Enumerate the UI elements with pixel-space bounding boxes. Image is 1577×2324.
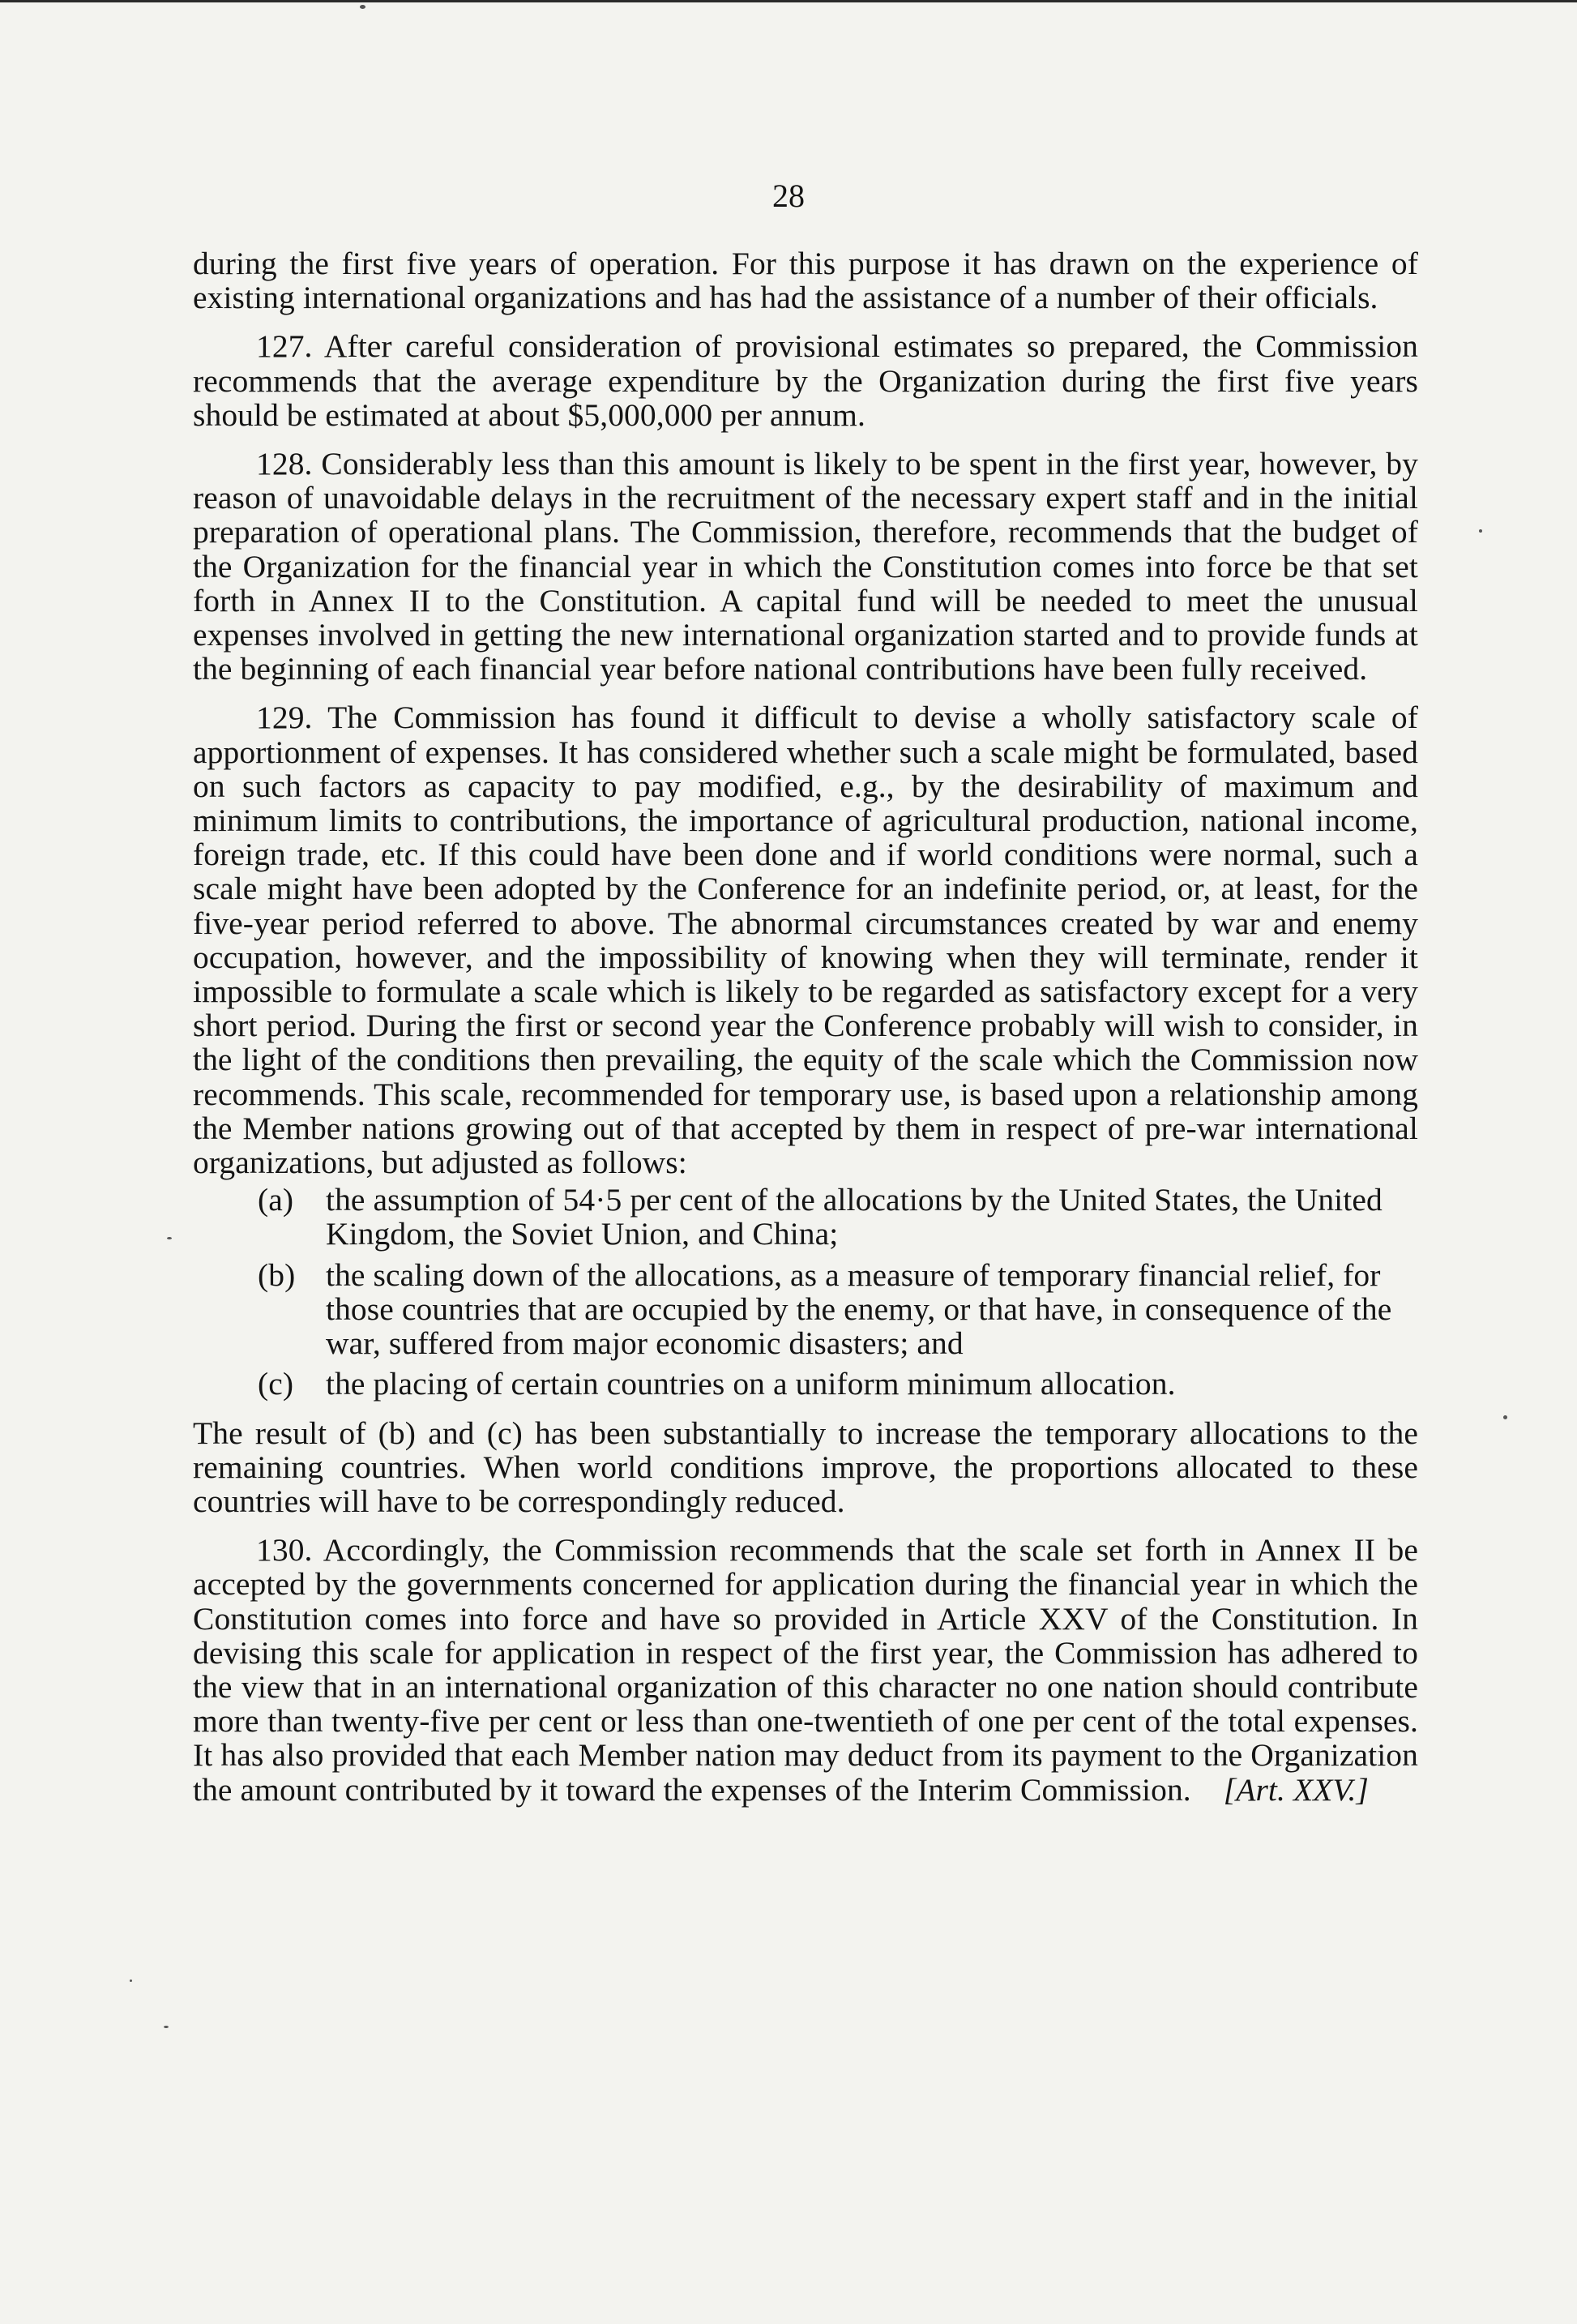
list-item-text: the assumption of 54·5 per cent of the allocations by the United States, the United Kingdom, the Soviet Union, and China; xyxy=(326,1182,1383,1252)
paragraph-129: 129. The Commission has found it difficult to devise a wholly satisfactory scale of apportionment of expenses. It has considered whether such a scale might be formulated, based on such factors as capacity to pay modified, e.g., by the desirability of maximum and minimum limits to contributions, the importance of agricultural production, national income, foreign trade, etc. If this could have been done and if world conditions were normal, such a scale might have been adopted by the Conference for an indefinite period, or, at least, for the five-year period referred to above. The abnormal circumstances created by war and enemy occupation, however, and the impossibility of knowing when they will terminate, render it impossible to formulate a scale which is likely to be regarded as satisfactory except for a very short period. During the first or second year the Conference probably will wish to consider, in the light of the conditions then prevailing, the equity of the scale which the Commission now recommends. This scale, recommended for temporary use, is based upon a relationship among the Member nations growing out of that accepted by them in respect of pre-war international organizations, but adjusted as follows: xyxy=(193,700,1418,1181)
paragraph-130-text: 130. Accordingly, the Commission recommends that the scale set forth in Annex II be accepted by the governments concerned for application during the financial year in which the Constitution comes into force and have so provided in Article XXV of the Constitution. In devising this scale for application in respect of the first year, the Commission has adhered to the view that in an international organization of this character no one nation should contribute more than twenty-five per cent or less than one-twentieth of one per cent of the total expenses. It has also provided that each Member nation may deduct from its payment to the Organization the amount contributed by it toward the expenses of the Interim Commission. xyxy=(193,1532,1418,1808)
page-number: 28 xyxy=(772,178,805,214)
list-marker: (b) xyxy=(258,1256,296,1293)
scan-speck xyxy=(1503,1415,1507,1419)
paragraph-127: 127. After careful consideration of provisional estimates so prepared, the Commission recommends that the average expenditure by the Organization during the first five years should be estimated at about $5,000,000 per annum. xyxy=(193,328,1418,433)
body-text xyxy=(193,246,1418,1821)
paragraph-130 xyxy=(193,1533,1418,1807)
list-item xyxy=(193,1367,1418,1401)
scan-speck xyxy=(164,2026,169,2028)
paragraph-128: 128. Considerably less than this amount is likely to be spent in the first year, however, by reason of unavoidable delays in the recruitment of the necessary expert staff and in the initial preparation of operational plans. The Commission, therefore, recommends that the budget of the Organization for the financial year in which the Constitution comes into force be that set forth in Annex II to the Constitution. A capital fund will be needed to meet the unusual expenses involved in getting the new international organization started and to provide funds at the beginning of each financial year before national contributions have been fully received. xyxy=(193,446,1418,687)
scan-speck xyxy=(360,5,365,9)
list-marker: (c) xyxy=(258,1366,294,1402)
scan-speck xyxy=(1479,529,1482,533)
page-edge xyxy=(0,0,1577,2)
scan-speck xyxy=(130,1979,132,1982)
adjustment-list xyxy=(193,1183,1418,1401)
paragraph-continuation: during the first five years of operation. For this purpose it has drawn on the experience of existing international organizations and has had the assistance of a number of their officials. xyxy=(193,246,1418,316)
scan-speck xyxy=(167,1237,172,1239)
list-item xyxy=(193,1183,1418,1251)
paragraph-result: The result of (b) and (c) has been substantially to increase the temporary allocations to the remaining countries. When world conditions improve, the proportions allocated to these countries will have to be correspondingly reduced. xyxy=(193,1415,1418,1519)
list-marker: (a) xyxy=(258,1182,294,1218)
list-item-text: the placing of certain countries on a uniform minimum allocation. xyxy=(326,1366,1176,1402)
list-item xyxy=(193,1258,1418,1361)
list-item-text: the scaling down of the allocations, as a measure of temporary financial relief, for those countries that are occupied by the enemy, or that have, in consequence of the war, suffered from major economic disasters; and xyxy=(326,1256,1392,1362)
article-reference: [Art. XXV.] xyxy=(1223,1771,1370,1808)
